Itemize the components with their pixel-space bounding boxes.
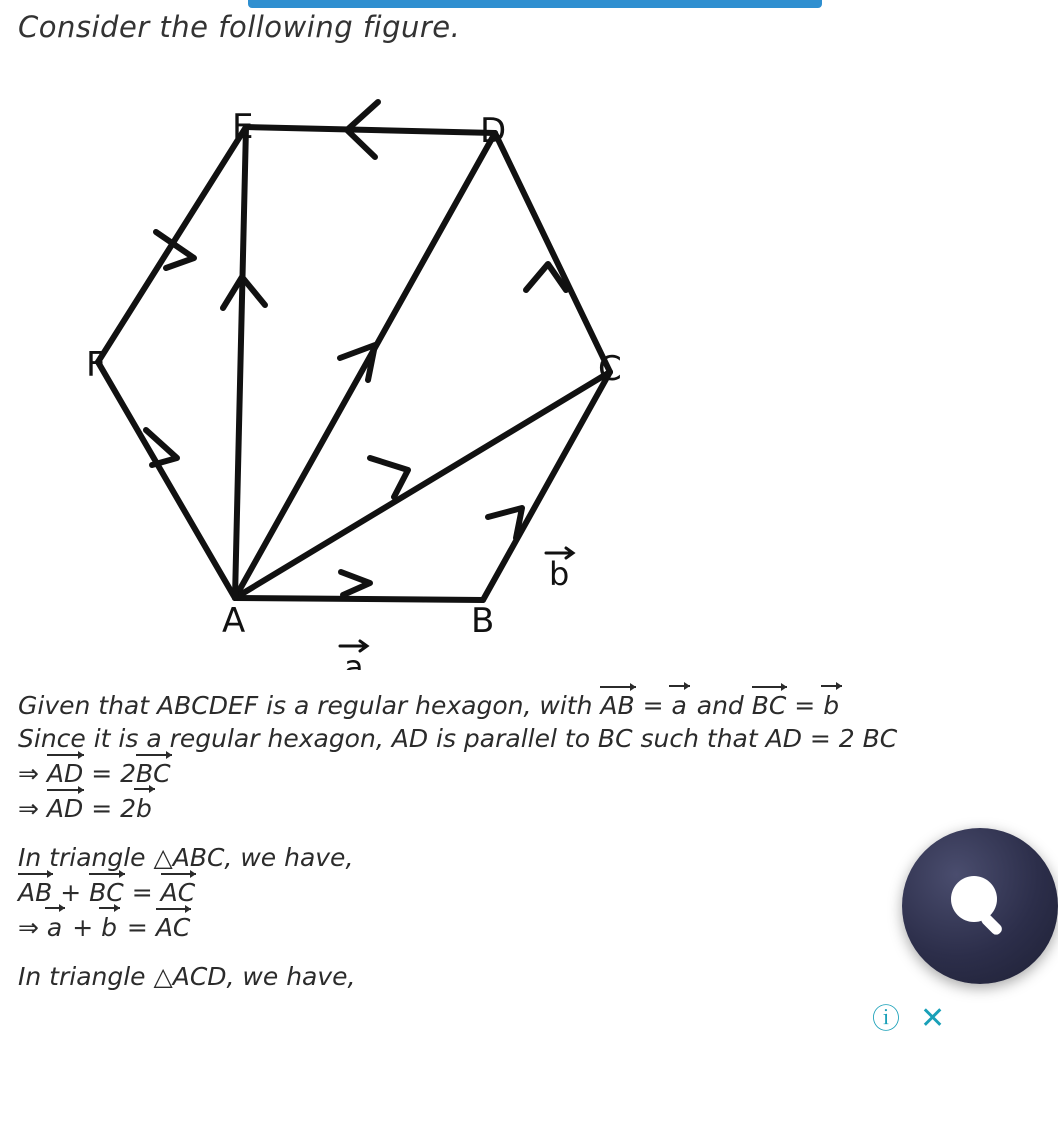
figure-vector-a: a — [344, 648, 364, 670]
plus-2: + — [72, 913, 94, 942]
vector-AC-2: AC — [155, 913, 191, 942]
solution-line-1 — [18, 690, 1048, 719]
line1-eq1: = — [634, 691, 672, 720]
vector-b-2: b — [136, 794, 152, 823]
figure-label-A: A — [222, 601, 246, 641]
spacer-1 — [18, 828, 1048, 844]
vector-BC-2: BC — [136, 759, 171, 788]
ad-bubble[interactable] — [902, 828, 1058, 984]
search-icon — [940, 866, 1020, 946]
vector-b-3: b — [101, 913, 117, 942]
solution-line-4 — [18, 793, 1048, 822]
spacer-2 — [18, 947, 1048, 963]
implies-3: ⇒ — [18, 913, 39, 942]
vector-BC-3: BC — [89, 878, 124, 907]
info-icon[interactable]: ⓘ — [872, 1002, 901, 1035]
vector-BC-1: BC — [751, 691, 787, 720]
solution-line-2: Since it is a regular hexagon, AD is parallel to BC such that AD = 2 BC — [18, 724, 898, 753]
eq-4: = — [126, 913, 148, 942]
vector-a-2: a — [46, 913, 63, 942]
vector-AD-2: AD — [46, 794, 84, 823]
eq-2: = — [91, 794, 113, 823]
vector-AD-1: AD — [46, 759, 84, 788]
close-icon[interactable]: ✕ — [920, 1001, 946, 1036]
vector-AB-1: AB — [600, 691, 635, 720]
figure-label-B: B — [471, 601, 495, 641]
plus-1: + — [60, 878, 82, 907]
vector-a-1: a — [671, 691, 687, 720]
solution-text — [18, 690, 1048, 996]
solution-line-3 — [18, 758, 1048, 787]
figure-vector-b: b — [549, 555, 570, 593]
implies-1: ⇒ — [18, 759, 39, 788]
ad-controls[interactable] — [872, 1001, 946, 1036]
figure-label-E: E — [232, 107, 254, 147]
figure-label-D: D — [480, 111, 507, 151]
solution-line-6 — [18, 877, 1048, 906]
vector-AC-1: AC — [160, 878, 196, 907]
two-2: 2 — [120, 794, 137, 823]
line1-and: and — [688, 691, 752, 720]
vector-b-1: b — [823, 691, 840, 720]
vector-AB-2: AB — [18, 878, 53, 907]
top-progress-bar — [248, 0, 822, 8]
solution-line-7 — [18, 912, 1048, 941]
background-faded-text — [500, 1018, 880, 1036]
implies-2: ⇒ — [18, 794, 39, 823]
line1-prefix: Given that ABCDEF is a regular hexagon, with — [18, 691, 601, 720]
solution-line-5: In triangle △ABC, we have, — [18, 843, 354, 872]
solution-line-8: In triangle △ACD, we have, — [18, 962, 356, 991]
figure-label-C: C — [598, 349, 622, 389]
eq-1: = — [91, 759, 113, 788]
two-1: 2 — [120, 759, 137, 788]
page-title: Consider the following figure. — [18, 10, 461, 44]
figure-label-F: F — [86, 345, 106, 385]
line1-eq2: = — [786, 691, 824, 720]
hexagon-figure — [10, 80, 670, 670]
eq-3: = — [131, 878, 153, 907]
